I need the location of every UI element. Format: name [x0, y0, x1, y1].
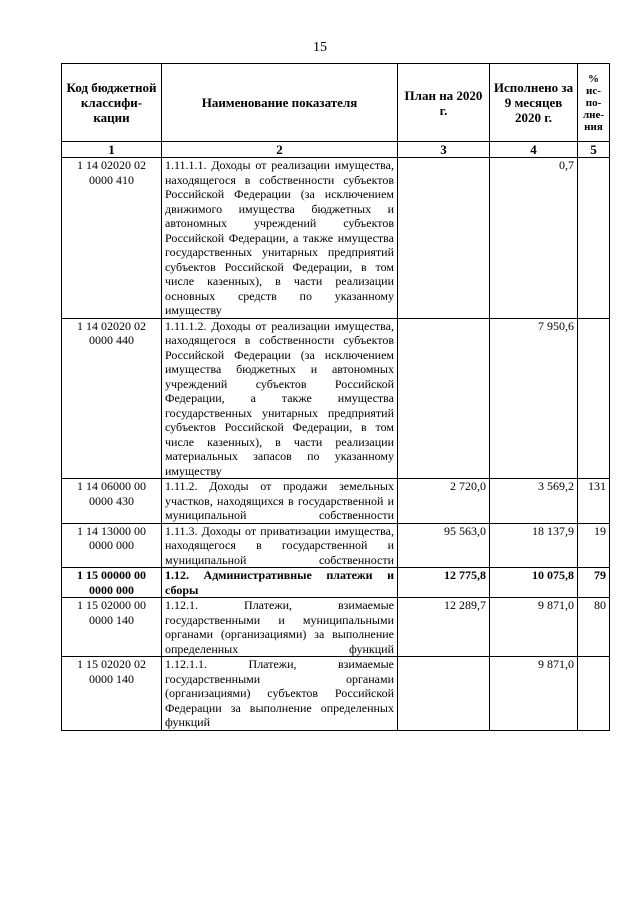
row-plan: 12 775,8: [398, 568, 490, 598]
row-percent: [578, 158, 610, 319]
header-code: Код бюджетной классифи-кации: [62, 64, 162, 142]
row-name: 1.11.2. Доходы от продажи земельных участков, находящихся в государственной и муниципальной собственности: [162, 479, 398, 524]
row-name: 1.12. Административные платежи и сборы: [162, 568, 398, 598]
row-executed: 9 871,0: [490, 657, 578, 731]
table-row: [62, 598, 610, 657]
row-code: 1 14 02020 02 0000 410: [62, 158, 162, 319]
page-number: 15: [313, 40, 327, 55]
row-executed: 10 075,8: [490, 568, 578, 598]
row-percent: 79: [578, 568, 610, 598]
column-number: 5: [578, 142, 610, 158]
header-plan: План на 2020 г.: [398, 64, 490, 142]
header-executed: Исполнено за 9 месяцев 2020 г.: [490, 64, 578, 142]
column-numbers-row: [62, 142, 610, 158]
row-name: 1.11.1.1. Доходы от реализации имущества, находящегося в собственности субъектов Российской Федерации (за исключением движимого имущества бюджетных и автономных учреждений субъектов Российской Федерации, а также имущества государственных унитарных предприятий субъектов Российской Федерации, в том числе казенных), в части реализации основных средств по указанному имуществу: [162, 158, 398, 319]
row-plan: 95 563,0: [398, 523, 490, 568]
table-row: [62, 318, 610, 479]
row-percent: 80: [578, 598, 610, 657]
row-plan: 12 289,7: [398, 598, 490, 657]
table-row: [62, 523, 610, 568]
row-plan: [398, 657, 490, 731]
row-executed: 18 137,9: [490, 523, 578, 568]
row-plan: [398, 318, 490, 479]
table-row: [62, 479, 610, 524]
row-name: 1.11.3. Доходы от приватизации имущества, находящегося в государственной и муниципальной собственности: [162, 523, 398, 568]
header-name: Наименование показателя: [162, 64, 398, 142]
row-code: 1 14 13000 00 0000 000: [62, 523, 162, 568]
row-executed: 0,7: [490, 158, 578, 319]
budget-table: [61, 63, 610, 731]
row-executed: 7 950,6: [490, 318, 578, 479]
row-code: 1 15 02000 00 0000 140: [62, 598, 162, 657]
table-row-total: [62, 568, 610, 598]
row-code: 1 15 02020 02 0000 140: [62, 657, 162, 731]
column-number: 4: [490, 142, 578, 158]
row-percent: [578, 318, 610, 479]
column-number: 3: [398, 142, 490, 158]
row-code: 1 15 00000 00 0000 000: [62, 568, 162, 598]
row-percent: 131: [578, 479, 610, 524]
row-executed: 3 569,2: [490, 479, 578, 524]
header-percent: % ис-по-лне-ния: [578, 64, 610, 142]
column-number: 2: [162, 142, 398, 158]
table-row: [62, 158, 610, 319]
row-executed: 9 871,0: [490, 598, 578, 657]
row-plan: [398, 158, 490, 319]
column-number: 1: [62, 142, 162, 158]
row-percent: 19: [578, 523, 610, 568]
row-percent: [578, 657, 610, 731]
row-code: 1 14 06000 00 0000 430: [62, 479, 162, 524]
row-name: 1.11.1.2. Доходы от реализации имущества, находящегося в собственности субъектов Российской Федерации (за исключением имущества бюджетных и автономных учреждений субъектов Российской Федерации, а также имущества государственных унитарных предприятий субъектов Российской Федерации, в том числе казенных), в части реализации материальных запасов по указанному имуществу: [162, 318, 398, 479]
row-name: 1.12.1.1. Платежи, взимаемые государственными органами (организациями) субъектов Российской Федерации за выполнение определенных функций: [162, 657, 398, 731]
table-row: [62, 657, 610, 731]
row-plan: 2 720,0: [398, 479, 490, 524]
row-name: 1.12.1. Платежи, взимаемые государственными и муниципальными органами (организациями) за выполнение определенных функций: [162, 598, 398, 657]
row-code: 1 14 02020 02 0000 440: [62, 318, 162, 479]
